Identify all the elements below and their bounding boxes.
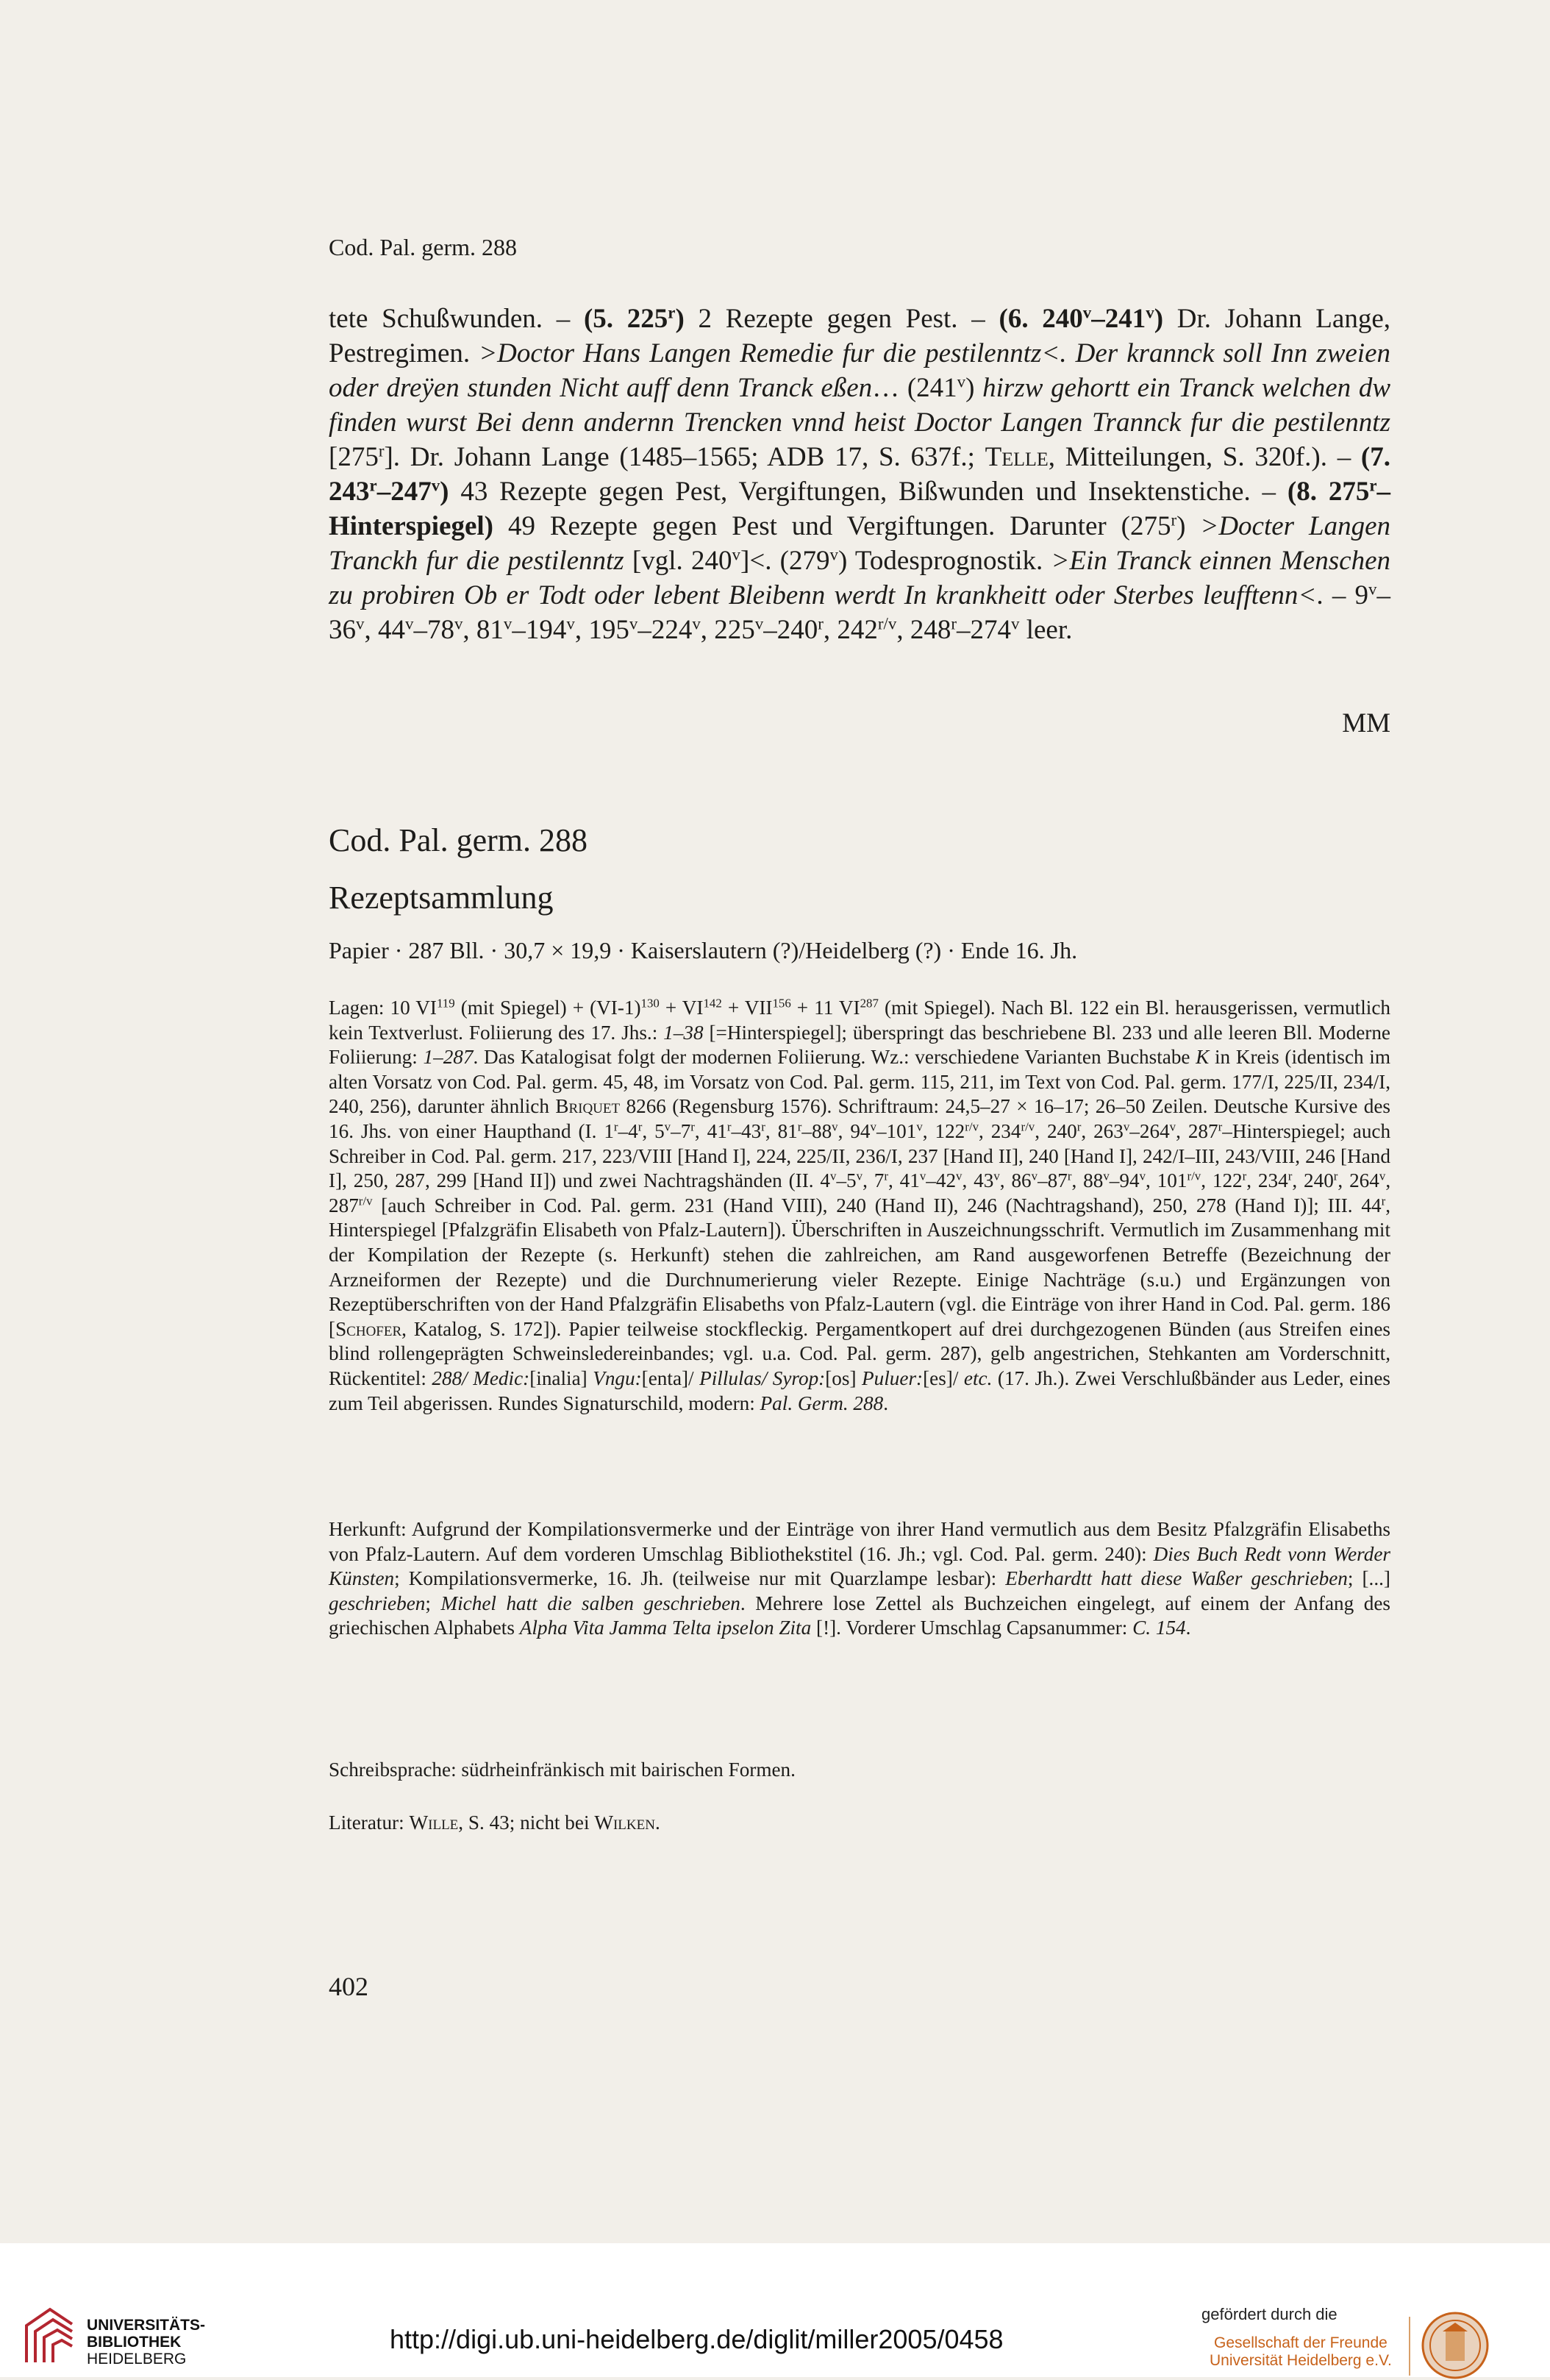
literature-paragraph: Literatur: Wille, S. 43; nicht bei Wilken. [329,1811,660,1834]
entry-title: Rezeptsammlung [329,880,554,916]
running-head: Cod. Pal. germ. 288 [329,234,517,260]
footer-divider [1409,2317,1410,2376]
entry-physical-description: Papier · 287 Bll. · 30,7 × 19,9 · Kaiserslautern (?)/Heidelberg (?) · Ende 16. Jh. [329,937,1078,963]
codicological-description: Lagen: 10 VI$^{119}$ (mit Spiegel) + $(VI-1)^{130} + VI^{142} + VII^{156} + 11$ VI$^{287}$ (mit Spiegel). Nach Bl. 122 ein Bl. herausgerissen, vermutlich kein Textverlust. Foliierung des 17. Jhs.: 1–38 [=Hinterspiegel]; überspringt das beschriebene Bl. 233 und alle leeren Bll. Moderne Foliierung: 1–287. Das Katalogisat folgt der modernen Foliierung. Wz.: verschiedene Varianten Buchstabe K in Kreis (identisch im alten Vorsatz von Cod. Pal. germ. 45, 48, im Vorsatz von Cod. Pal. germ. 115, 211, im Text von Cod. Pal. germ. 177/I, 225/II, 234/I, 240, 256), darunter ähnlich Briquet 8266 (Regensburg 1576). Schriftraum: 24,5–27 × 16–17; 26–50 Zeilen. Deutsche Kursive des 16. Jhs. von einer Haupthand (I. 1$^r$–4$^r$, 5$^v$–7$^r$, 41$^r$–43$^r$, 81$^r$–88$^v$, 94$^v$–101$^v$, $122^{r/v}$, $234^{r/v}$, 240$^r$, 263$^v$–264$^v$, 287$^r$–Hinterspiegel; auch Schreiber in Cod. Pal. germ. 217, 223/VIII [Hand I], 224, 225/II, 236/I, 237 [Hand II], 240 [Hand I], 242/I–III, 243/VIII, 246 [Hand I], 250, 287, 299 [Hand II]) und zwei Nachtragshänden (II. 4$^v$–5$^v$, 7$^r$, 41$^v$–42$^v$, 43$^v$, 86$^v$–87$^r$, 88$^v$–94$^v$, $101^{r/v}$, 122$^r$, 234$^r$, 240$^r$, 264$^v$, $287^{r/v}$ [auch Schreiber in Cod. Pal. germ. 231 (Hand VIII), 240 (Hand II), 246 (Nachtragshand), 250, 278 (Hand I)]; III. 44$^r$, Hinterspiegel [Pfalzgräfin Elisabeth von Pfalz-Lautern]). Überschriften in Auszeichnungsschrift. Vermutlich im Zusammenhang mit der Kompilation der Rezepte (s. Herkunft) stehen die zahlreichen, am Rand ausgeworfenen Betreffe (Bezeichnung der Arzneiformen der Rezepte) und die Durchnumerierung vieler Rezepte. Einige Nachträge (s.u.) und Ergänzungen von Rezeptüberschriften von der Hand Pfalzgräfin Elisabeths von Pfalz-Lautern (vgl. die Einträge von ihrer Hand in Cod. Pal. germ. 186 [Schofer, Katalog, S. 172]). Papier teilweise stockfleckig. Pergamentkopert auf drei durchgezogenen Bünden (aus Streifen eines blind rollengeprägten Schweinsledereinbandes; vgl. u.a. Cod. Pal. germ. 287), gelb angestrichen, Stehkanten am Vorderschnitt, Rückentitel: 288/ Medic:[inalia] Vngu:[enta]/ Pillulas/ Syrop:[os] Puluer:[es]/ etc. (17. Jh.). Zwei Verschlußbänder aus Leder, eines zum Teil abgerissen. Rundes Signaturschild, modern: Pal. Germ. 288. [329,996,1391,1414]
library-name: UNIVERSITÄTS- BIBLIOTHEK HEIDELBERG [87,2317,206,2367]
permalink-url[interactable]: http://digi.ub.uni-heidelberg.de/diglit/miller2005/0458 [390,2324,1004,2354]
author-signature: MM [1342,708,1390,738]
entry-shelfmark: Cod. Pal. germ. 288 [329,822,588,858]
funded-by-label: gefördert durch die [1201,2305,1338,2323]
previous-entry-continuation: tete Schußwunden. – (5. 225$^r$) 2 Rezepte gegen Pest. – (6. 240$^v$–241$^v$) Dr. Johann Lange, Pestregimen. >Doctor Hans Langen Remedie fur die pestilenntz<. Der krannck soll Inn zweien oder dreÿen stunden Nicht auff denn Tranck eßen… (241$^v$) hirzw gehortt ein Tranck welchen dw finden wurst Bei denn andernn Trencken vnnd heist Doctor Langen Trannck fur die pestilenntz [275$^r$]. Dr. Johann Lange (1485–1565; ADB 17, S. 637f.; Telle, Mitteilungen, S. 320f.). – (7. 243$^r$–247$^v$) 43 Rezepte gegen Pest, Vergiftungen, Bißwunden und Insektenstiche. – (8. 275$^r$–Hinterspiegel) 49 Rezepte gegen Pest und Vergiftungen. Darunter $(275^r)$ >Docter Langen Tranckh fur die pestilenntz [vgl. $240^v]<$. (279$^v$) Todesprognostik. >Ein Tranck einnen Menschen zu probiren Ob er Todt oder lebent Bleibenn werdt In krankheitt oder Sterbes leufftenn<. – 9$^v$–36$^v$, 44$^v$–78$^v$, 81$^v$–194$^v$, 195$^v$–224$^v$, 225$^v$–240$^r$, $242^{r/v}$, 248$^r$–274$^v$ leer. [329,303,1391,645]
university-seal-icon [1421,2311,1490,2380]
digitization-footer [0,2243,1550,2377]
provenance-paragraph: Herkunft: Aufgrund der Kompilationsvermerke und der Einträge von ihrer Hand vermutlich aus dem Besitz Pfalzgräfin Elisabeths von Pfalz-Lautern. Auf dem vorderen Umschlag Bibliothekstitel (16. Jh.; vgl. Cod. Pal. germ. 240): Dies Buch Redt vonn Werder Künsten; Kompilationsvermerke, 16. Jh. (teilweise nur mit Quarzlampe lesbar): Eberhardtt hatt diese Waßer geschrieben; [...] geschrieben; Michel hatt die salben geschrieben. Mehrere lose Zettel als Buchzeichen eingelegt, auf einem der Anfang des griechischen Alphabets Alpha Vita Jamma Telta ipselon Zita [!]. Vorderer Umschlag Capsanummer: C. 154. [329,1518,1390,1639]
page-number: 402 [329,1972,368,2001]
ub-heidelberg-logo-icon [21,2304,78,2367]
society-name: Gesellschaft der Freunde Universität Heidelberg e.V. [1210,2334,1392,2369]
schreibsprache-text: Schreibsprache: südrheinfränkisch mit bairischen Formen. [329,1759,796,1781]
schreibsprache-paragraph [329,1758,1390,1783]
